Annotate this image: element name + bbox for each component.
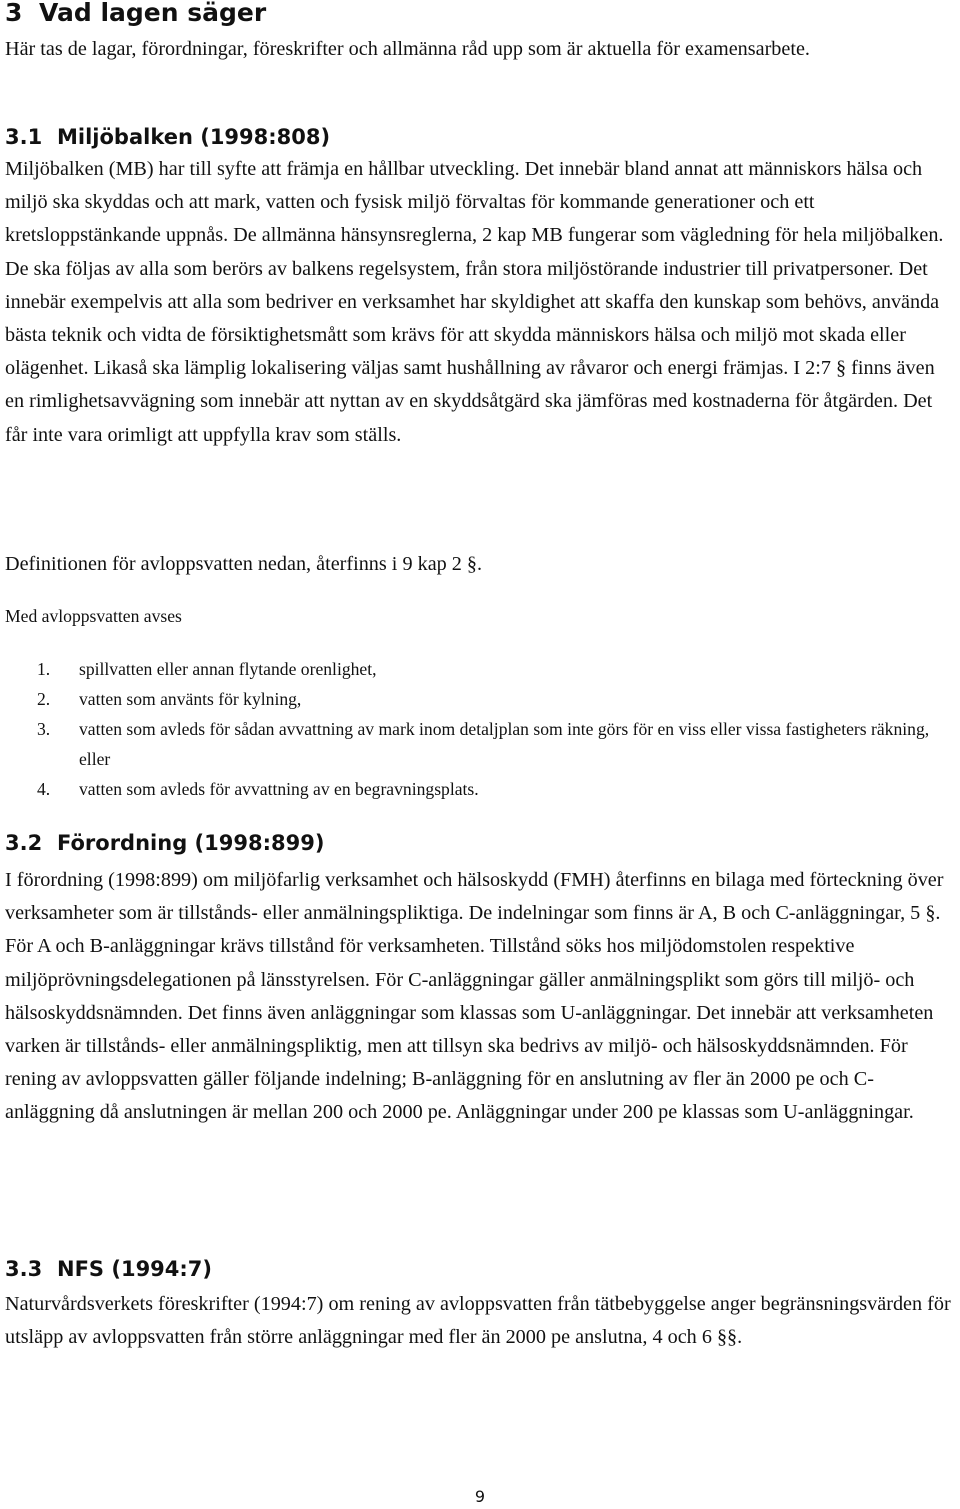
list-text: vatten som avleds för avvattning av en begravningsplats.	[79, 779, 479, 799]
section-3-2-heading	[5, 829, 324, 857]
section-3-heading	[5, 0, 266, 28]
page-number: 9	[474, 1487, 486, 1506]
list-number: 4.	[37, 779, 51, 799]
list-text: vatten som avleds för sådan avvattning av mark inom detaljplan som inte görs för en viss eller vissa fastigheters räkning, eller	[79, 719, 930, 769]
section-number: 3.1	[5, 125, 43, 149]
list-item	[5, 654, 957, 684]
section-3-3-body: Naturvårdsverkets föreskrifter (1994:7) om rening av avloppsvatten från tätbebyggelse anger begränsningsvärden för utsläpp av avloppsvatten från större anläggningar med fler än 2000 pe anslutna, 4 och 6 §§.	[5, 1293, 951, 1349]
section-number: 3	[5, 0, 23, 27]
list-text: spillvatten eller annan flytande orenlighet,	[79, 659, 377, 679]
section-number: 3.3	[5, 1257, 43, 1281]
list-intro: Med avloppsvatten avses	[5, 606, 182, 626]
section-title: Förordning (1998:899)	[57, 831, 325, 855]
section-title: NFS (1994:7)	[57, 1257, 213, 1281]
section-title: Vad lagen säger	[39, 0, 267, 27]
list-number: 2.	[37, 689, 51, 709]
list-item	[5, 774, 957, 804]
list-number: 1.	[37, 659, 51, 679]
section-3-intro: Här tas de lagar, förordningar, föreskrifter och allmänna råd upp som är aktuella för examensarbete.	[5, 38, 810, 60]
definition-list	[5, 654, 957, 804]
list-item	[5, 684, 957, 714]
definition-paragraph: Definitionen för avloppsvatten nedan, återfinns i 9 kap 2 §.	[5, 553, 483, 575]
list-item	[5, 714, 957, 774]
list-text: vatten som använts för kylning,	[79, 689, 302, 709]
section-number: 3.2	[5, 831, 43, 855]
section-3-1-body: Miljöbalken (MB) har till syfte att främja en hållbar utveckling. Det innebär bland annat att människors hälsa och miljö ska skyddas och att mark, vatten och fysisk miljö förvaltas för kommande generationer och ett kretsloppstänkande uppnås. De allmänna hänsynsreglerna, 2 kap MB fungerar som vägledning för hela miljöbalken. De ska följas av alla som berörs av balkens regelsystem, från stora miljöstörande industrier till privatpersoner. Det innebär exempelvis att alla som bedriver en verksamhet har skyldighet att skaffa den kunskap som behövs, använda bästa teknik och vidta de försiktighetsmått som krävs för att skydda människors hälsa och miljö mot skada eller olägenhet. Likaså ska lämplig lokalisering väljas samt hushållning av råvaror och energi främjas. I 2:7 § finns även en rimlighetsavvägning som innebär att nyttan av en skyddsåtgärd ska jämföras med kostnaderna för åtgärden. Det får inte vara orimligt att uppfylla krav som ställs.	[5, 158, 944, 446]
section-3-3-heading	[5, 1255, 212, 1283]
list-number: 3.	[37, 719, 51, 739]
section-3-1-heading	[5, 123, 330, 151]
section-title: Miljöbalken (1998:808)	[57, 125, 331, 149]
section-3-2-body: I förordning (1998:899) om miljöfarlig verksamhet och hälsoskydd (FMH) återfinns en bilaga med förteckning över verksamheter som är tillstånds- eller anmälningspliktiga. De indelningar som finns är A, B och C-anläggningar, 5 §. För A och B-anläggningar krävs tillstånd för verksamheten. Tillstånd söks hos miljödomstolen respektive miljöprövningsdelegationen på länsstyrelsen. För C-anläggningar gäller anmälningsplikt som görs till miljö- och hälsoskyddsnämnden. Det finns även anläggningar som klassas som U-anläggningar. Det innebär att verksamheten varken är tillstånds- eller anmälningspliktig, men att tillsyn ska bedrivs av miljö- och hälsoskyddsnämnden. För rening av avloppsvatten gäller följande indelning; B-anläggning för en anslutning av fler än 2000 pe och C-anläggning då anslutningen är mellan 200 och 2000 pe. Anläggningar under 200 pe klassas som U-anläggningar.	[5, 869, 944, 1124]
